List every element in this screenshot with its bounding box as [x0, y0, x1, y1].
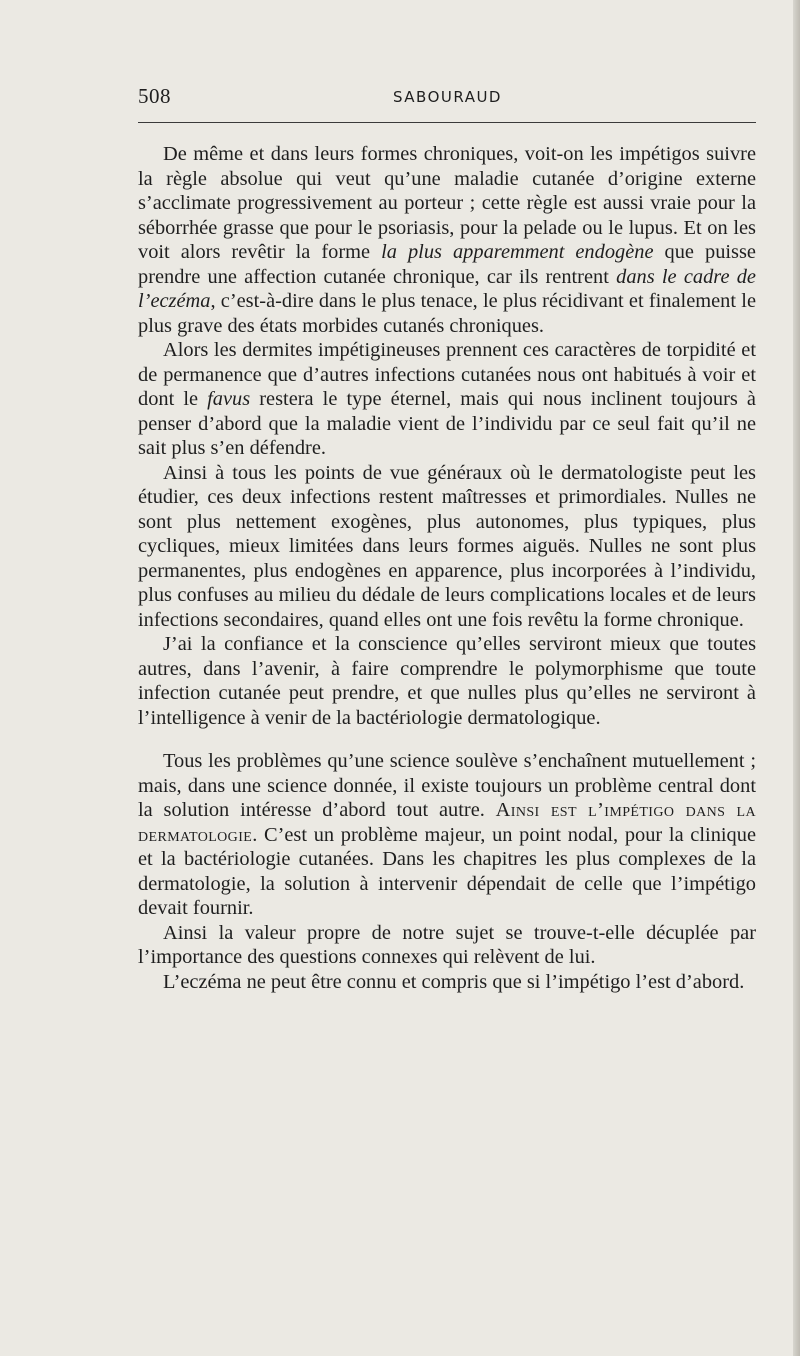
text-run: que puisse prendre une affection cutanée chronique, car ils rentrent	[138, 241, 756, 288]
paragraph	[138, 970, 756, 995]
page-header	[138, 84, 756, 110]
text-run: J’ai la confiance et la conscience qu’elles serviront mieux que toutes autres, dans l’avenir, à faire comprendre le polymorphisme que toute infection cutanée peut prendre, et que nulles plus qu’elles ne serviront à l’intelligence à venir de la bactériologie dermatologique.	[138, 633, 756, 729]
paragraph	[138, 632, 756, 730]
paragraph	[138, 749, 756, 921]
italic-text: dans le cadre de l’eczéma	[138, 265, 756, 312]
paragraph	[138, 338, 756, 461]
header-rule	[138, 122, 756, 123]
text-run: Tous les problèmes qu’une science soulève s’enchaînent mutuellement ; mais, dans une science donnée, il existe toujours un problème central dont la solution intéresse d’abord tout autre.	[138, 750, 756, 821]
text-run: L’eczéma ne peut être connu et compris que si l’impétigo l’est d’abord.	[163, 970, 745, 993]
paragraph	[138, 921, 756, 970]
body-text	[138, 142, 756, 994]
small-caps-text: Ainsi est l’impétigo dans la dermatologie	[138, 799, 756, 846]
text-run: Alors les dermites impétigineuses prennent ces caractères de torpidité et de permanence que d’autres infections cutanées nous ont habitués à voir et dont le	[138, 339, 756, 410]
paragraph	[138, 142, 756, 338]
page-number: 508	[138, 84, 171, 108]
text-run: , c’est-à-dire dans le plus tenace, le plus récidivant et finalement le plus grave des états morbides cutanés chroniques.	[138, 290, 756, 337]
text-run: . C’est un problème majeur, un point nodal, pour la clinique et la bactériologie cutanées. Dans les chapitres les plus complexes de la dermatologie, la solution à intervenir dépendait de celle que l’impétigo devait fournir.	[138, 823, 756, 919]
italic-text: la plus apparemment endogène	[381, 241, 654, 263]
text-run: restera le type éternel, mais qui nous inclinent toujours à penser d’abord que la maladie vient de l’individu par ce seul fait qu’il ne sait plus s’en défendre.	[138, 388, 756, 459]
paragraph	[138, 461, 756, 633]
text-run: Ainsi la valeur propre de notre sujet se trouve-t-elle décuplée par l’importance des questions connexes qui relèvent de lui.	[138, 921, 756, 968]
page-edge-shadow	[793, 0, 800, 1356]
text-run: De même et dans leurs formes chroniques, voit-on les impétigos suivre la règle absolue qui veut qu’une maladie cutanée d’origine externe s’acclimate progressivement au porteur ; cette règle est aussi vraie pour la séborrhée grasse que pour le psoriasis, pour la pelade ou le lupus. Et on les voit alors revêtir la forme	[138, 143, 756, 263]
running-head: SABOURAUD	[393, 88, 502, 106]
text-run: Ainsi à tous les points de vue généraux où le dermatologiste peut les étudier, ces deux infections restent maîtresses et primordiales. Nulles ne sont plus nettement exogènes, plus autonomes, plus typiques, plus cycliques, mieux limitées dans leurs formes aiguës. Nulles ne sont plus permanentes, plus endogènes en apparence, plus incorporées à l’individu, plus confuses au milieu du dédale de leurs complications locales et de leurs infections secondaires, quand elles ont une fois revêtu la forme chronique.	[138, 461, 756, 631]
italic-text: favus	[207, 388, 251, 410]
